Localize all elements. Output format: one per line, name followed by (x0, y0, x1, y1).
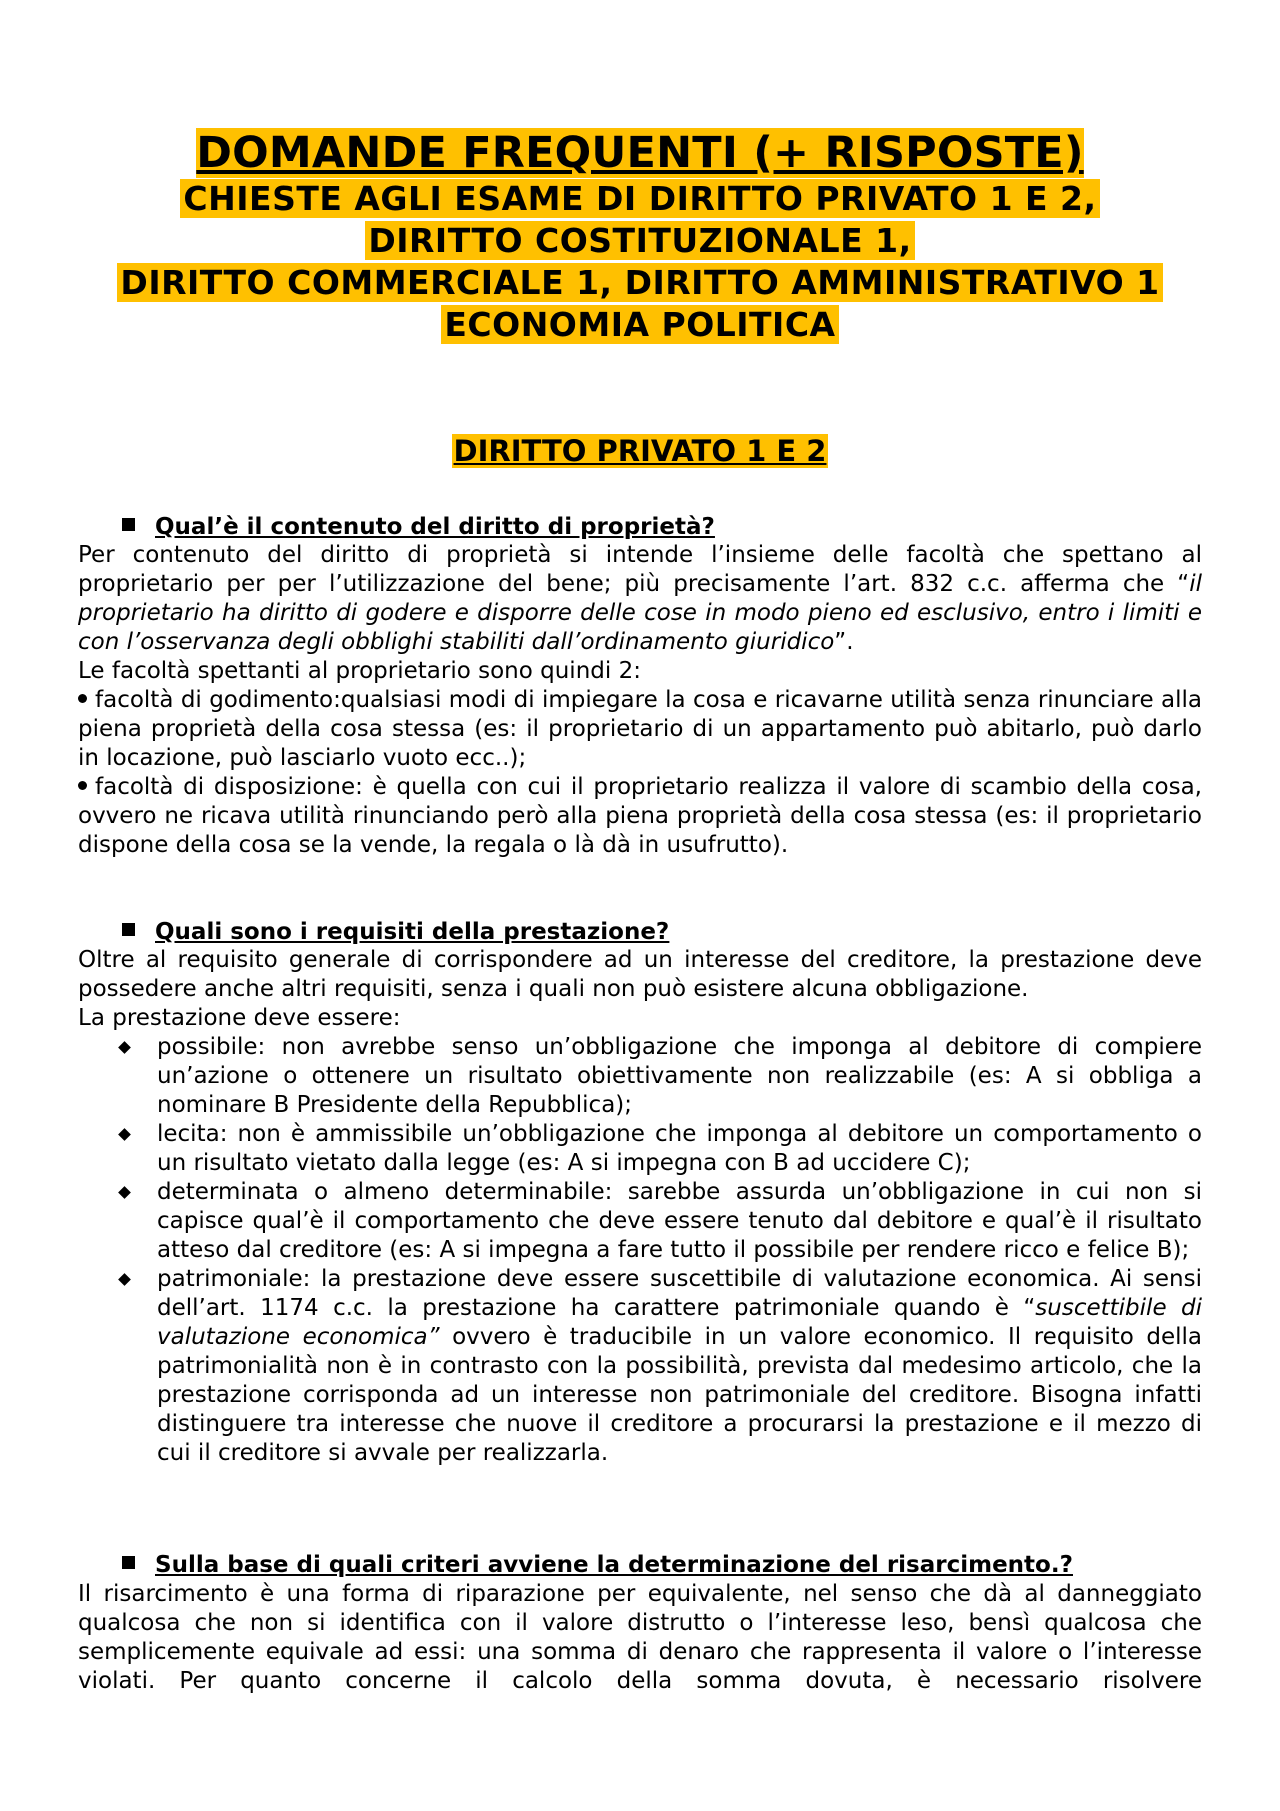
answer-line: Le facoltà spettanti al proprietario sono quindi 2: (78, 658, 641, 684)
question-1-answer (78, 541, 1202, 860)
answer-paragraph: Oltre al requisito generale di corrispondere ad un interesse del creditore, la prestazione deve possedere anche altri requisiti, senza i quali non può esistere alcuna obbligazione. (78, 947, 1202, 1002)
square-bullet-icon (122, 518, 135, 531)
list-item: determinata o almeno determinabile: sarebbe assurda un’obbligazione in cui non si capisce qual’è il comportamento che deve essere tenuto dal debitore e qual’è il risultato atteso dal creditore (es: A si impegna a fare tutto il possibile per rendere ricco e felice B); (78, 1178, 1202, 1265)
question-3-heading: Sulla base di quali criteri avviene la determinazione del risarcimento.? (122, 1551, 1073, 1580)
requirements-list (78, 1033, 1202, 1468)
question-1-heading: Qual’è il contenuto del diritto di proprietà? (122, 513, 715, 542)
question-3-answer (78, 1580, 1202, 1696)
question-2-heading: Quali sono i requisiti della prestazione? (122, 918, 669, 947)
answer-bullet: facoltà di disposizione: è quella con cui il proprietario realizza il valore di scambio della cosa, ovvero ne ricava utilità rinunciando però alla piena proprietà della cosa stessa (es: il proprietario dispone della cosa se la vende, la regala o là dà in usufrutto). (78, 774, 1202, 858)
answer-paragraph: Il risarcimento è una forma di riparazione per equivalente, nel senso che dà al danneggiato qualcosa che non si identifica con il valore distrutto o l’interesse leso, bensì qualcosa che semplicemente equivale ad essi: una somma di denaro che rappresenta il valore o l’interesse violati. Per quanto concerne il calcolo della somma dovuta, è necessario risolvere (78, 1581, 1202, 1694)
list-item: possibile: non avrebbe senso un’obbligazione che imponga al debitore di compiere un’azione o ottenere un risultato obiettivamente non realizzabile (es: A si obbliga a nominare B Presidente della Repubblica); (78, 1033, 1202, 1120)
answer-bullet: facoltà di godimento:qualsiasi modi di impiegare la cosa e ricavarne utilità senza rinunciare alla piena proprietà della cosa stessa (es: il proprietario di un appartamento può abitarlo, può darlo in locazione, può lasciarlo vuoto ecc..); (78, 687, 1202, 771)
diamond-bullet-icon (118, 1273, 131, 1286)
document-subtitle-line-1: CHIESTE AGLI ESAME DI DIRITTO PRIVATO 1 E 2, (0, 178, 1280, 220)
round-bullet-icon (78, 781, 87, 790)
answer-line: La prestazione deve essere: (78, 1005, 401, 1031)
square-bullet-icon (122, 923, 135, 936)
question-2-answer (78, 946, 1202, 1468)
document-title: DOMANDE FREQUENTI (+ RISPOSTE) (196, 128, 1084, 178)
document-subtitle-line-3: DIRITTO COMMERCIALE 1, DIRITTO AMMINISTRATIVO 1 (0, 262, 1280, 304)
answer-paragraph: Per contenuto del diritto di proprietà si intende l’insieme delle facoltà che spettano al proprietario per per l’utilizzazione del bene; più precisamente l’art. 832 c.c. afferma che “il proprietario ha diritto di godere e disporre delle cose in modo pieno ed esclusivo, entro i limiti e con l’osservanza degli obblighi stabiliti dall’ordinamento giuridico”. (78, 542, 1202, 655)
square-bullet-icon (122, 1556, 135, 1569)
list-item: patrimoniale: la prestazione deve essere suscettibile di valutazione economica. Ai sensi dell’art. 1174 c.c. la prestazione ha carattere patrimoniale quando è “suscettibile di valutazione economica” ovvero è traducibile in un valore economico. Il requisito della patrimonialità non è in contrasto con la possibilità, prevista dal medesimo articolo, che la prestazione corrisponda ad un interesse non patrimoniale del creditore. Bisogna infatti distinguere tra interesse che nuove il creditore a procurarsi la prestazione e il mezzo di cui il creditore si avvale per realizzarla. (78, 1265, 1202, 1468)
diamond-bullet-icon (118, 1128, 131, 1141)
diamond-bullet-icon (118, 1186, 131, 1199)
title-block (0, 128, 1280, 346)
document-subtitle-line-2: DIRITTO COSTITUZIONALE 1, (0, 220, 1280, 262)
round-bullet-icon (78, 694, 87, 703)
list-item: lecita: non è ammissibile un’obbligazione che imponga al debitore un comportamento o un risultato vietato dalla legge (es: A si impegna con B ad uccidere C); (78, 1120, 1202, 1178)
diamond-bullet-icon (118, 1041, 131, 1054)
section-title: DIRITTO PRIVATO 1 E 2 (453, 434, 827, 468)
document-subtitle-line-4: ECONOMIA POLITICA (0, 304, 1280, 346)
